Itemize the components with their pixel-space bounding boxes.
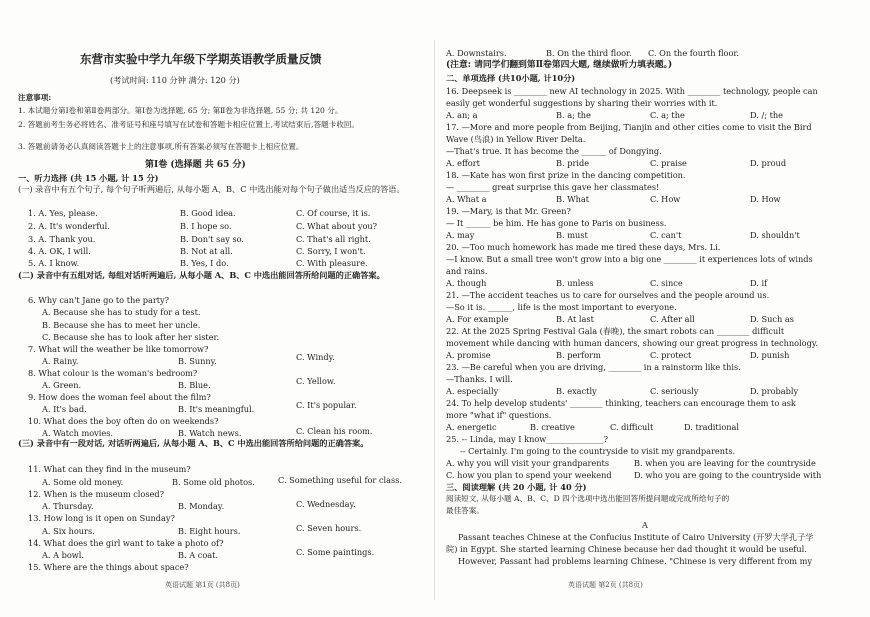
q18-option-a: A. What a <box>446 194 487 204</box>
q14-option-a: A. A bowl. <box>42 550 85 560</box>
note-3: 3. 答题前请务必认真阅读答题卡上的注意事项,所有答案必须写在答题卡上相应位置。 <box>18 142 304 151</box>
q12-option-b: B. Monday. <box>178 501 225 511</box>
question-25-line2: -- Certainly. I'm going to the countryside to visit my grandparents. <box>460 446 736 456</box>
question-9: 9. How does the woman feel about the film? <box>28 392 211 402</box>
q25-option-d: D. who you are going to the countryside with <box>634 470 822 480</box>
q22-option-a: A. promise <box>446 350 491 360</box>
option-c: C. Sorry, I won't. <box>296 246 366 256</box>
section2-title: 二、单项选择 (共10小题, 计10分) <box>446 73 576 83</box>
listening-notice: (注意: 请同学们翻到第Ⅱ卷第四大题, 继续做听力填表题。) <box>446 60 673 70</box>
q23-option-b: B. exactly <box>556 386 597 396</box>
q8-option-b: B. Blue. <box>178 380 211 390</box>
q21-option-b: B. At last <box>556 314 594 324</box>
question-20-line2: —I know. But a small tree won't grow into a big one ________ it experiences lots of winds <box>446 254 813 264</box>
q13-option-a: A. Six hours. <box>42 526 95 536</box>
q8-option-c: C. Yellow. <box>296 376 336 386</box>
q6-option-b: B. Because she has to meet her uncle. <box>42 320 201 330</box>
section2-instructions: (二) 录音中有五组对话, 每组对话听两遍后, 从每小题 A、B、C 中选出能回答所给问题的正确答案。 <box>18 270 385 280</box>
question-20-line1: 20. —Too much homework has made me tired these days, Mrs. Li. <box>446 242 721 252</box>
listening-instructions: (一) 录音中有五个句子, 每个句子听两遍后, 从每小题 A、B、C 中选出能对每个句子做出适当反应的答语。 <box>18 184 405 194</box>
q9-option-b: B. It's meaningful. <box>178 404 255 414</box>
q20-option-b: B. unless <box>556 278 594 288</box>
question-18-line1: 18. —Kate has won first prize in the dancing competition. <box>446 170 686 180</box>
question-10: 10. What does the boy often do on weekends? <box>28 416 219 426</box>
q19-option-b: B. must <box>556 230 588 240</box>
q15-option-c: C. On the fourth floor. <box>648 48 740 58</box>
q7-option-b: B. Sunny. <box>178 356 217 366</box>
question-18-line2: — ________ great surprise this gave her classmates! <box>446 182 660 192</box>
q24-option-c: C. difficult <box>610 422 654 432</box>
question-24-line1: 24. To help develop students' ________ thinking, teachers can encourage them to ask <box>446 398 796 408</box>
q24-option-b: B. creative <box>530 422 575 432</box>
q17-option-b: B. pride <box>556 158 590 168</box>
option-b: B. Yes, I do. <box>180 258 229 268</box>
q7-option-c: C. Windy. <box>296 352 335 362</box>
q13-option-c: C. Seven hours. <box>296 523 362 533</box>
q16-option-c: C. a; the <box>650 110 685 120</box>
question-13: 13. How long is it open on Sunday? <box>28 513 175 523</box>
question-23-line2: —Thanks. I will. <box>446 374 513 384</box>
q14-option-b: B. A coat. <box>178 550 219 560</box>
q18-option-d: D. How <box>750 194 781 204</box>
question-11: 11. What can they find in the museum? <box>28 464 191 474</box>
option-b: B. Not at all. <box>180 246 233 256</box>
q18-option-c: C. How <box>650 194 681 204</box>
page-footer-right: 英语试题 第2页 (共8页) <box>568 581 643 589</box>
section3-title: 三、阅读理解 (共 20 小题, 计 40 分) <box>446 482 587 492</box>
question-14: 14. What does the girl want to take a photo of? <box>28 538 224 548</box>
note-2: 2. 答题前考生务必将姓名、准考证号和座号填写在试卷和答题卡相应位置上,考试结束后,答题卡收回。 <box>18 120 360 129</box>
question-21-line1: 21. —The accident teaches us to care for ourselves and the people around us. <box>446 290 770 300</box>
option-b: B. Good idea. <box>180 208 236 218</box>
q22-option-b: B. perform <box>556 350 601 360</box>
option-a: 4. A. OK, I will. <box>28 246 91 256</box>
option-a: 3. A. Thank you. <box>28 234 96 244</box>
option-c: C. With pleasure. <box>296 258 368 268</box>
option-c: C. What about you? <box>296 221 378 231</box>
section3-instructions: (三) 录音中有一段对话, 对话听两遍后, 从每小题 A、B、C 中选出能回答所给问题的正确答案。 <box>18 438 369 448</box>
question-16-line2: easily get wonderful suggestions by sharing their worries with it. <box>446 98 718 108</box>
q12-option-c: C. Wednesday. <box>296 499 356 509</box>
option-a: 2. A. It's wonderful. <box>28 221 110 231</box>
q19-option-c: C. can't <box>650 230 682 240</box>
q15-option-b: B. On the third floor. <box>546 48 632 58</box>
passage-line1: Passant teaches Chinese at the Confucius Institute of Cairo University (开罗大学孔子学 <box>458 532 814 542</box>
q12-option-a: A. Thursday. <box>42 501 94 511</box>
section3-instr-line2: 最佳答案。 <box>446 506 484 515</box>
q24-option-d: D. traditional <box>684 422 740 432</box>
question-19-line2: — It ______ be him. He has gone to Paris on business. <box>446 218 667 228</box>
page-title: 东营市实验中学九年级下学期英语教学质量反馈 <box>80 52 322 66</box>
q22-option-c: C. protect <box>650 350 692 360</box>
passage-line2: 院) in Egypt. She started learning Chinese because her dad thought it would be useful. <box>446 544 807 554</box>
question-21-line2: —So it is. ______, life is the most important to everyone. <box>446 302 677 312</box>
section3-instr-line1: 阅读短文, 从每小题 A、B、C、D 四个选项中选出能回答所提问题或完成所给句子的 <box>446 494 730 503</box>
q17-option-a: A. effort <box>446 158 480 168</box>
question-7: 7. What will the weather be like tomorrow? <box>28 344 209 354</box>
question-24-line2: more "what if" questions. <box>446 410 552 420</box>
q11-option-a: A. Some old money. <box>42 477 124 487</box>
question-17-line1: 17. —More and more people from Beijing, Tianjin and other cities come to visit the Bird <box>446 122 812 132</box>
q13-option-b: B. Eight hours. <box>178 526 241 536</box>
exam-info: (考试时间: 110 分钟 满分: 120 分) <box>110 75 240 85</box>
option-c: C. Of course, it is. <box>296 208 371 218</box>
q25-option-c: C. how you plan to spend your weekend <box>446 470 612 480</box>
q24-option-a: A. energetic <box>446 422 497 432</box>
q11-option-c: C. Something useful for class. <box>278 475 403 485</box>
notes-label: 注意事项: <box>18 93 52 102</box>
question-25-line1: 25. -- Linda, may I know______________? <box>446 434 608 444</box>
question-8: 8. What colour is the woman's bedroom? <box>28 368 198 378</box>
passage-label: A <box>642 520 648 530</box>
q17-option-c: C. praise <box>650 158 687 168</box>
question-17-line3: —That's true. It has become the ______ of Dongying. <box>446 146 662 156</box>
column-divider <box>434 40 435 600</box>
q11-option-b: B. Some old photos. <box>172 477 255 487</box>
part1-title: 第Ⅰ卷 (选择题 共 65 分) <box>145 160 246 170</box>
q8-option-a: A. Green. <box>42 380 82 390</box>
question-16-line1: 16. Deepseek is ________ new AI technology in 2025. With ________ technology, people can <box>446 86 818 96</box>
page-footer-left: 英语试题 第1页 (共8页) <box>165 581 240 589</box>
option-a: 5. A. I know. <box>28 258 80 268</box>
question-15: 15. Where are the things about space? <box>28 562 189 572</box>
q6-option-c: C. Because she has to look after her sister. <box>42 332 220 342</box>
option-a: 1. A. Yes, please. <box>28 208 98 218</box>
q20-option-d: D. if <box>750 278 768 288</box>
q23-option-d: D. probably <box>750 386 799 396</box>
q14-option-c: C. Some paintings. <box>296 547 375 557</box>
q21-option-d: D. Such as <box>750 314 794 324</box>
question-22-line1: 22. At the 2025 Spring Festival Gala (春晚), the smart robots can ________ difficult <box>446 326 785 336</box>
note-1: 1. 本试题分第Ⅰ卷和第Ⅱ卷两部分。第Ⅰ卷为选择题, 65 分; 第Ⅱ卷为非选择题, 55 分; 共 120 分。 <box>18 106 343 115</box>
q16-option-b: B. a; the <box>556 110 591 120</box>
q25-option-b: B. when you are leaving for the countryside <box>634 458 816 468</box>
q20-option-c: C. since <box>650 278 683 288</box>
option-b: B. Don't say so. <box>180 234 245 244</box>
q22-option-d: D. punish <box>750 350 790 360</box>
q25-option-a: A. why you will visit your grandparents <box>446 458 610 468</box>
q23-option-c: C. seriously <box>650 386 699 396</box>
option-b: B. I hope so. <box>180 221 232 231</box>
q17-option-d: D. proud <box>750 158 787 168</box>
q9-option-c: C. It's popular. <box>296 400 357 410</box>
question-12: 12. When is the museum closed? <box>28 489 165 499</box>
question-22-line2: movement while dancing with human dancers, showing our great progress in technology. <box>446 338 818 348</box>
q10-option-b: B. Watch news. <box>178 428 242 438</box>
question-17-line2: Wave (鸟浪) in Yellow River Delta. <box>446 134 586 144</box>
question-6: 6. Why can't Jane go to the party? <box>28 295 170 305</box>
q9-option-a: A. It's bad. <box>42 404 87 414</box>
q18-option-b: B. What <box>556 194 590 204</box>
q20-option-a: A. though <box>446 278 487 288</box>
q15-option-a: A. Downstairs. <box>446 48 507 58</box>
listening-title: 一、听力选择 (共 15 小题, 计 15 分) <box>18 173 159 183</box>
q19-option-d: D. shouldn't <box>750 230 800 240</box>
option-c: C. That's all right. <box>296 234 371 244</box>
passage-line3: However, Passant had problems learning Chinese. "Chinese is very different from my <box>458 556 813 566</box>
q6-option-a: A. Because she has to study for a test. <box>42 307 201 317</box>
q23-option-a: A. especially <box>446 386 499 396</box>
q21-option-a: A. For example <box>446 314 509 324</box>
q21-option-c: C. After all <box>650 314 695 324</box>
question-23-line1: 23. —Be careful when you are driving, ________ in a rainstorm like this. <box>446 362 741 372</box>
question-19-line1: 19. —Mary, is that Mr. Green? <box>446 206 571 216</box>
q10-option-c: C. Clean his room. <box>296 426 373 436</box>
q16-option-d: D. /; the <box>750 110 784 120</box>
q19-option-a: A. may <box>446 230 475 240</box>
q16-option-a: A. an; a <box>446 110 478 120</box>
question-20-line3: and rains. <box>446 266 488 276</box>
q10-option-a: A. Watch movies. <box>42 428 114 438</box>
q7-option-a: A. Rainy. <box>42 356 79 366</box>
